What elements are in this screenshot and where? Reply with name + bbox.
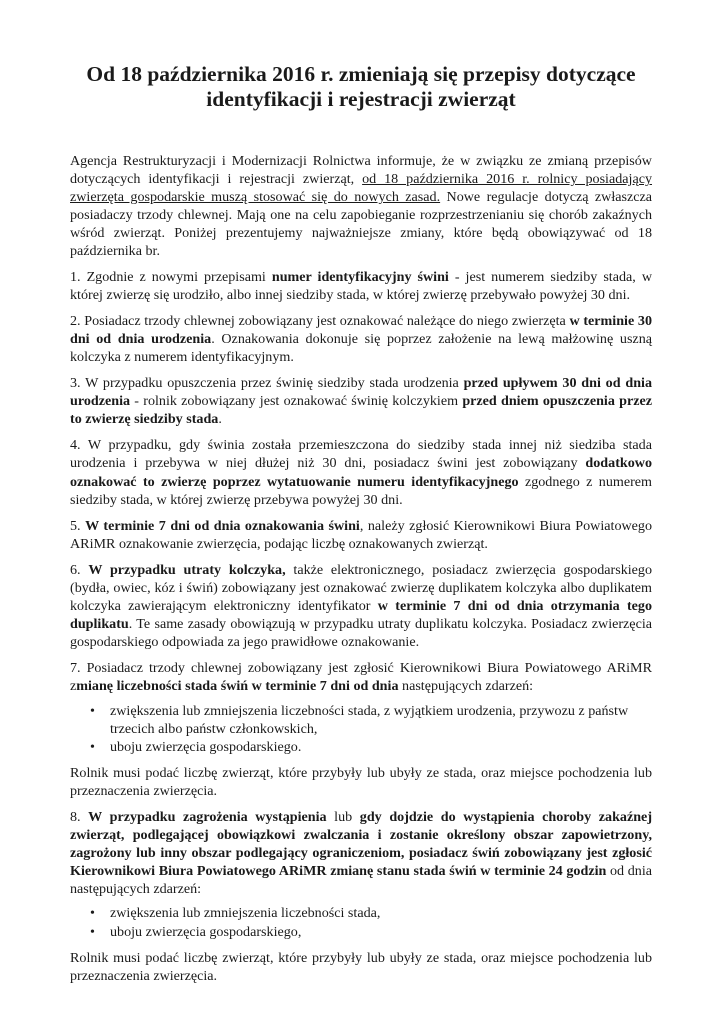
point-4: 4. W przypadku, gdy świnia została przemieszczona do siedziby stada innej niż siedziba stada urodzenia i przebywa w niej dłużej niż 30 dni, posiadacz świni jest zobowiązany dodatkowo oznakować to zwierzę poprzez wytatuowanie numeru identyfikacyjnego zgodnego z numerem siedziby stada, w której zwierzę przebywa powyżej 30 dni. — [70, 437, 652, 508]
intro-underlined-text: od 18 października 2016 r. rolnicy posiadający zwierzęta gospodarskie muszą stosować się do nowych zasad. — [70, 171, 652, 206]
bullet-icon: • — [90, 905, 95, 922]
list-item: • uboju zwierzęcia gospodarskiego, — [90, 923, 302, 940]
point-8: 8. W przypadku zagrożenia wystąpienia lub gdy dojdzie do wystąpienia choroby zakaźnej zwierząt, podlegającej obowiązkowi zwalczania i zostanie określony obszar zapowietrzony, zagrożony lub inny obszar podlegający ograniczeniom, posiadacz świń zobowiązany jest zgłosić Kierownikowi Biura Powiatowego ARiMR zmianę stanu stada świń w terminie 24 godzin od dnia następujących zdarzeń: — [70, 809, 653, 898]
list-item: • uboju zwierzęcia gospodarskiego. — [90, 738, 302, 755]
intro-paragraph: Agencja Restrukturyzacji i Modernizacji Rolnictwa informuje, że w związku ze zmianą przepisów dotyczących identyfikacji i rejestracji zwierząt, od 18 października 2016 r. rolnicy posiadający zwierzęta gospodarskie muszą stosować się do nowych zasad. Nowe regulacje dotyczą zwłaszcza posiadaczy trzody chlewnej. Mają one na celu zapobieganie rozprzestrzenianiu się chorób zakaźnych wśród zwierząt. Poniżej prezentujemy najważniejsze zmiany, które będą obowiązywać od 18 października br. — [70, 153, 652, 260]
point-1: 1. Zgodnie z nowymi przepisami numer identyfikacyjny świni - jest numerem siedziby stada, w której zwierzę się urodziło, albo innej siedziby stada, w której zwierzę przebywało powyżej 30 dni. — [70, 268, 652, 303]
list-item: • zwiększenia lub zmniejszenia liczebności stada, — [90, 905, 381, 922]
point-8-note: Rolnik musi podać liczbę zwierząt, które przybyły lub ubyły ze stada, oraz miejsce pochodzenia lub przeznaczenia zwierzęcia. — [70, 949, 652, 984]
point-8-list — [70, 904, 652, 940]
title-line-1: Od 18 października 2016 r. zmieniają się przepisy dotyczące — [86, 62, 636, 86]
point-5: 5. W terminie 7 dni od dnia oznakowania świni, należy zgłosić Kierownikowi Biura Powiatowego ARiMR oznakowanie zwierzęcia, podając liczbę oznakowanych zwierząt. — [70, 517, 653, 552]
point-7: 7. Posiadacz trzody chlewnej zobowiązany jest zgłosić Kierownikowi Biura Powiatowego ARiMR zmianę liczebności stada świń w terminie 7 dni od dnia następujących zdarzeń: — [70, 660, 652, 695]
point-7-list — [70, 702, 652, 756]
bullet-icon: • — [90, 702, 95, 719]
title-line-2: identyfikacji i rejestracji zwierząt — [206, 87, 516, 111]
bullet-icon: • — [90, 923, 95, 940]
point-3: 3. W przypadku opuszczenia przez świnię siedziby stada urodzenia przed upływem 30 dni od dnia urodzenia - rolnik zobowiązany jest oznakować świnię kolczykiem przed dniem opuszczenia przez to zwierzę siedziby stada. — [70, 375, 652, 428]
bullet-icon: • — [90, 738, 95, 755]
page-title — [70, 62, 652, 112]
point-7-note: Rolnik musi podać liczbę zwierząt, które przybyły lub ubyły ze stada, oraz miejsce pochodzenia lub przeznaczenia zwierzęcia. — [70, 764, 652, 799]
point-2: 2. Posiadacz trzody chlewnej zobowiązany jest oznakować należące do niego zwierzęta w terminie 30 dni od dnia urodzenia. Oznakowania dokonuje się poprzez założenie na lewą małżowinę uszną kolczyka z numerem identyfikacyjnym. — [70, 312, 652, 365]
point-6: 6. W przypadku utraty kolczyka, także elektronicznego, posiadacz zwierzęcia gospodarskiego (bydła, owiec, kóz i świń) zobowiązany jest oznakować zwierzę duplikatem kolczyka albo duplikatem kolczyka zawierającym elektroniczny identyfikator w terminie 7 dni od dnia otrzymania tego duplikatu. Te same zasady obowiązują w przypadku utraty duplikatu kolczyka. Posiadacz zwierzęcia gospodarskiego odpowiada za jego prawidłowe oznakowanie. — [70, 561, 653, 651]
list-item: • zwiększenia lub zmniejszenia liczebności stada, z wyjątkiem urodzenia, przywozu z państw trzecich albo państw członkowskich, — [90, 702, 629, 737]
